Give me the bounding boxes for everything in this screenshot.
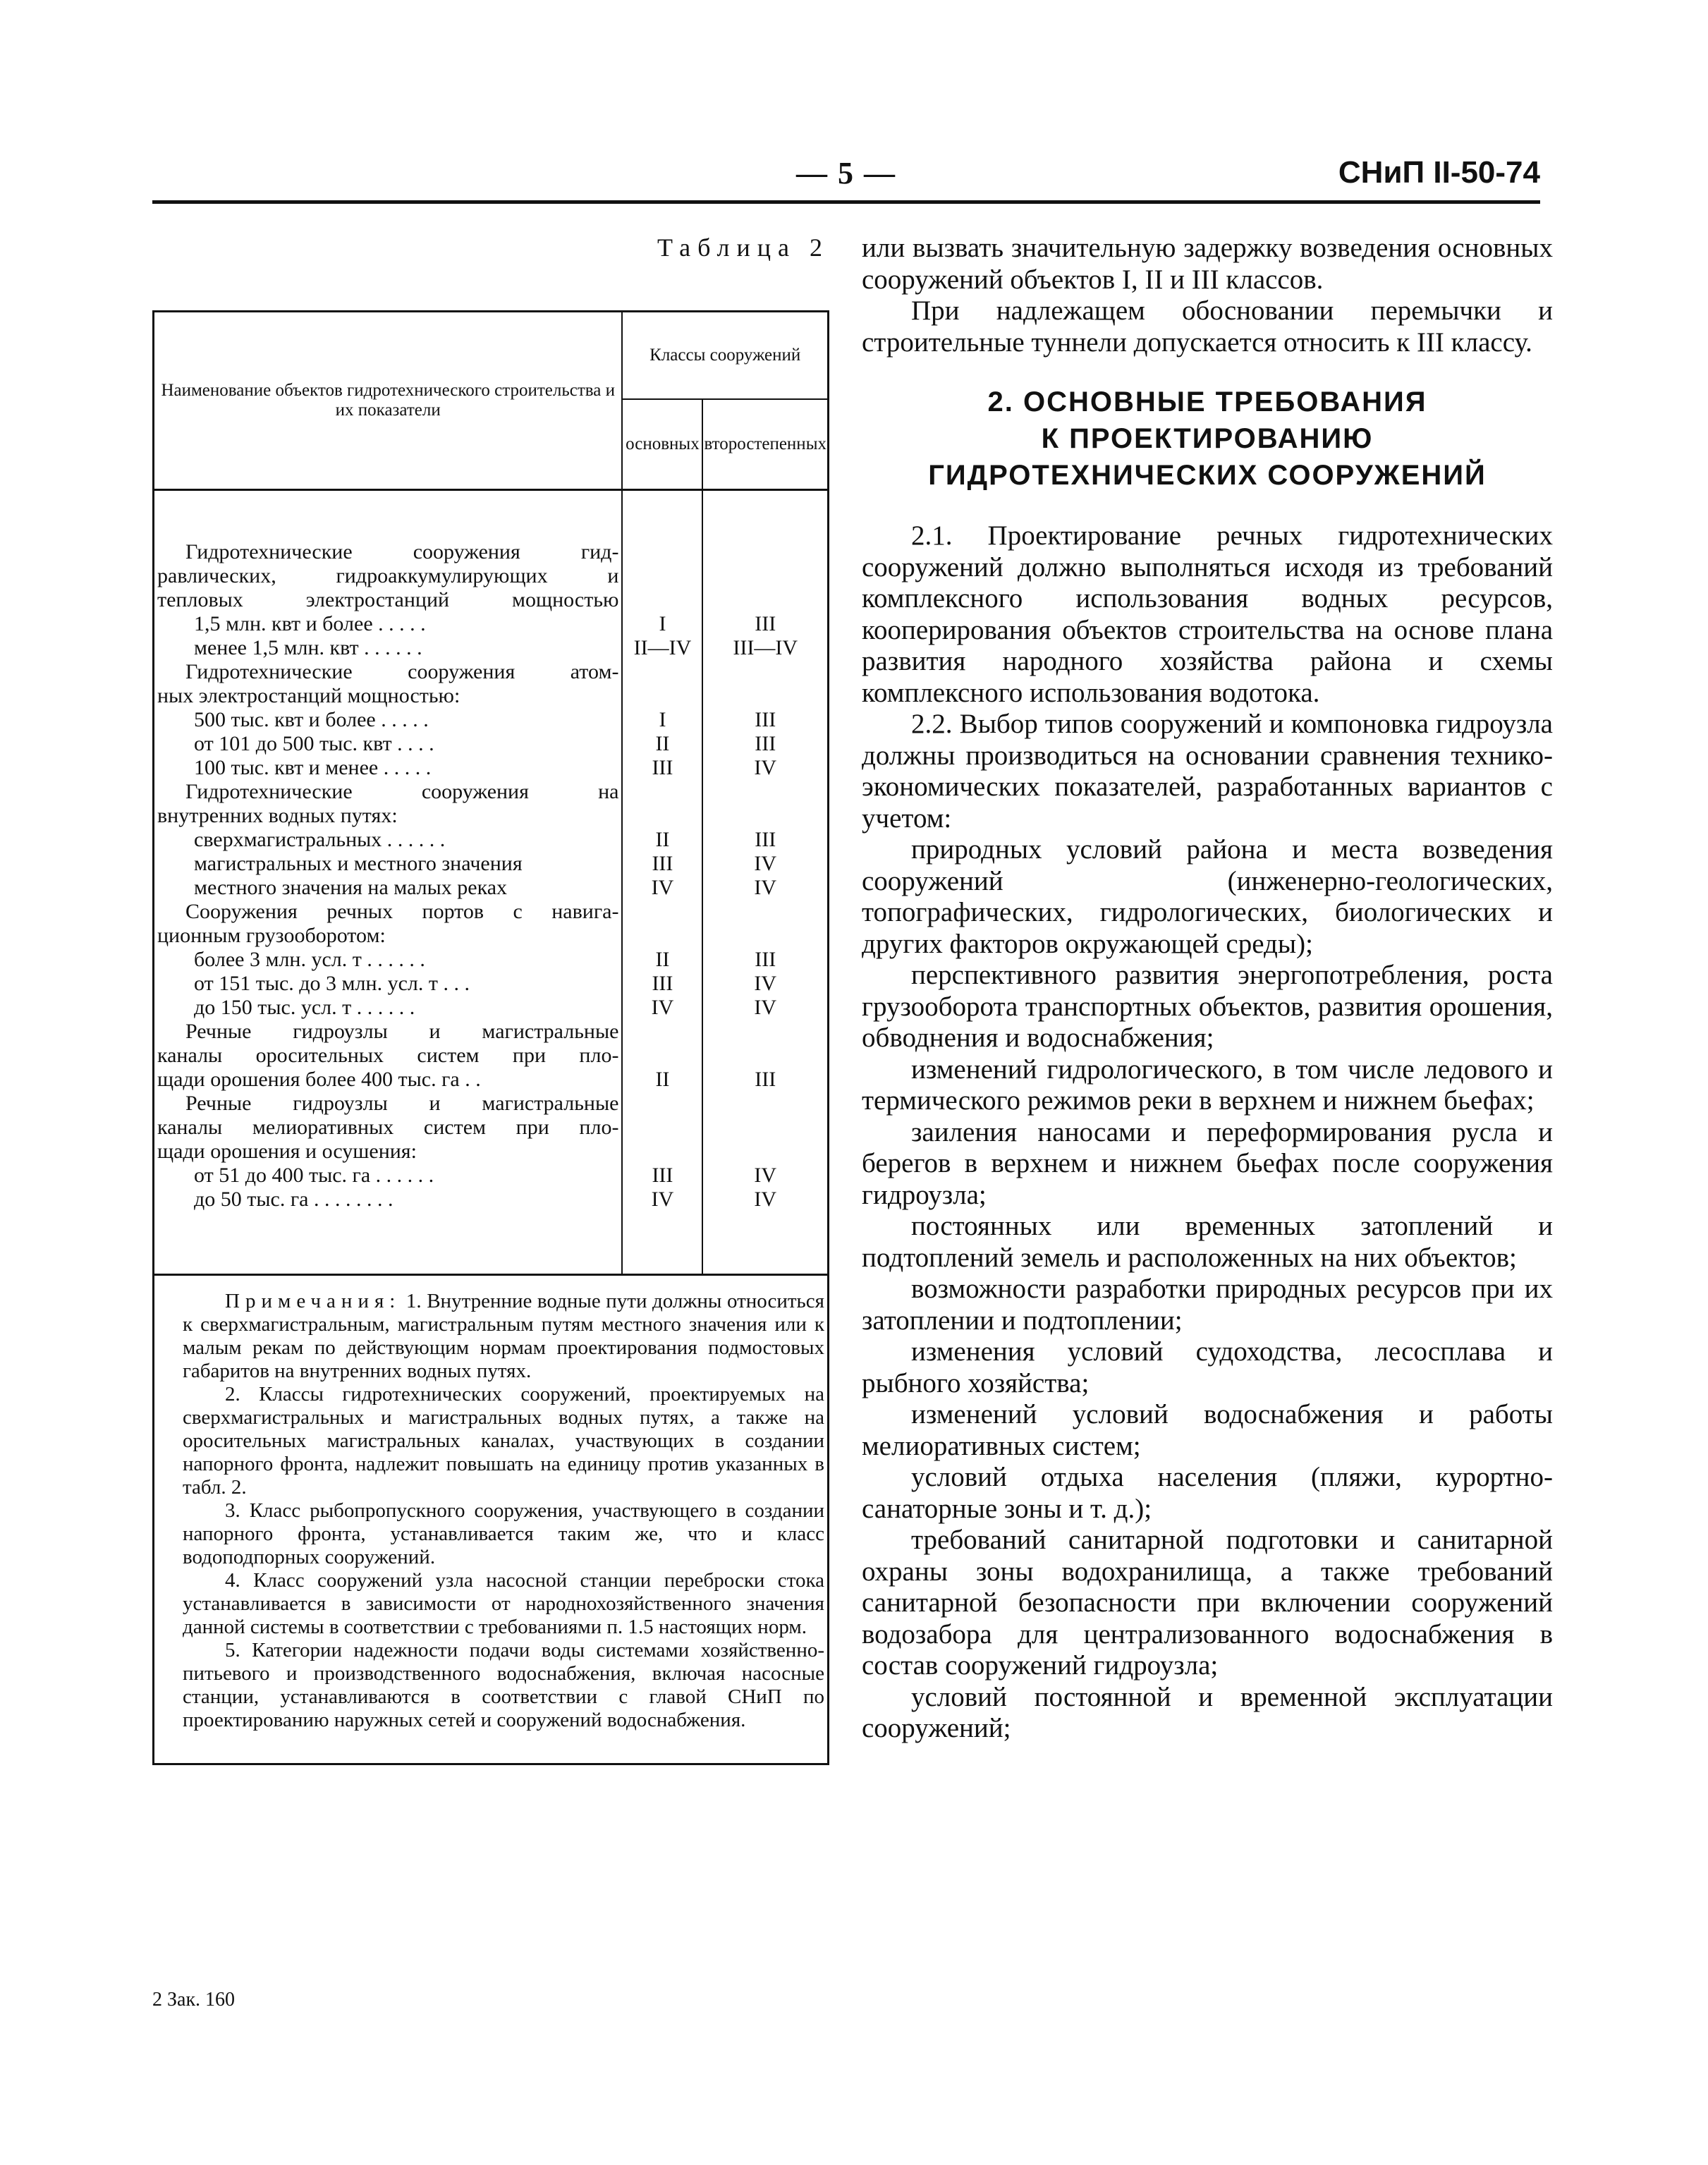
table-row: каналы оросительных систем при пло-	[154, 1044, 829, 1068]
left-column	[152, 233, 829, 1765]
column-header-classes: Классы сооружений	[622, 312, 828, 399]
table-row: Гидротехнические сооружения атом-	[154, 660, 829, 684]
column-header-secondary: второстепенных	[702, 399, 828, 490]
list-item: постоянных или временных затоплений и подтоплений земель и расположенных на них объектов;	[862, 1211, 1553, 1273]
table-notes	[152, 1276, 829, 1732]
table-row: до 150 тыс. усл. т . . . . . . IV IV	[154, 996, 829, 1020]
column-header-main: основных	[622, 399, 702, 490]
continued-paragraph: или вызвать значительную задержку возведения основных сооружений объектов I, II и III классов.	[862, 233, 1553, 295]
page-header	[152, 155, 1540, 197]
table-row: 500 тыс. квт и более . . . . . I III	[154, 708, 829, 732]
table-row: до 50 тыс. га . . . . . . . . IV IV	[154, 1188, 829, 1212]
table-row: щади орошения и осушения:	[154, 1140, 829, 1164]
table-row: магистральных и местного значения III IV	[154, 852, 829, 876]
table-row: от 51 до 400 тыс. га . . . . . . III IV	[154, 1164, 829, 1188]
table-row: внутренних водных путях:	[154, 804, 829, 828]
list-item: природных условий района и места возведения сооружений (инженерно-геологических, топографических, гидрологических, биологических и других факторов окружающей среды);	[862, 834, 1553, 959]
list-item: изменений условий водоснабжения и работы мелиоративных систем;	[862, 1399, 1553, 1461]
table-row: Сооружения речных портов с навига-	[154, 900, 829, 924]
table-row: Речные гидроузлы и магистральные	[154, 1020, 829, 1044]
table-caption: Таблица 2	[657, 233, 829, 262]
column-header-name: Наименование объектов гидротехнического строительства и их показатели	[154, 312, 623, 490]
list-item: изменений гидрологического, в том числе ледового и термического режимов реки в верхнем и нижнем бьефах;	[862, 1054, 1553, 1116]
table-row: щади орошения более 400 тыс. га . . II III	[154, 1068, 829, 1092]
table-row: каналы мелиоративных систем при пло-	[154, 1116, 829, 1140]
note-3: 3. Класс рыбопропускного сооружения, участвующего в создании напорного фронта, устанавливается таким же, что и класс водоподпорных сооружений.	[183, 1499, 824, 1568]
table-row: от 151 тыс. до 3 млн. усл. т . . . III IV	[154, 972, 829, 996]
list-item: возможности разработки природных ресурсов при их затоплении и подтоплении;	[862, 1274, 1553, 1336]
table-row: более 3 млн. усл. т . . . . . . II III	[154, 948, 829, 972]
classification-table	[152, 310, 829, 1276]
note-2: 2. Классы гидротехнических сооружений, проектируемых на сверхмагистральных и магистральных водных путях, а также на оросительных магистральных каналах, участвующих в создании напорного фронта, надлежит повышать на единицу против указанных в табл. 2.	[183, 1383, 824, 1499]
table-row: от 101 до 500 тыс. квт . . . . II III	[154, 732, 829, 756]
clause-2-1: 2.1. Проектирование речных гидротехнических сооружений должно выполняться исходя из требований комплексного использования водных ресурсов, кооперирования объектов строительства на основе плана развития народного хозяйства района и схемы комплексного использования водотока.	[862, 520, 1553, 708]
table-row: равлических, гидроаккумулирующих и	[154, 564, 829, 588]
list-item: условий постоянной и временной эксплуатации сооружений;	[862, 1681, 1553, 1743]
header-rule	[152, 200, 1540, 204]
table-row: менее 1,5 млн. квт . . . . . . II—IV III—IV	[154, 636, 829, 660]
note-4: 4. Класс сооружений узла насосной станции переброски стока устанавливается в зависимости от народнохозяйственного значения данной системы в соответствии с требованиями п. 1.5 настоящих норм.	[183, 1569, 824, 1638]
clause-2-2: 2.2. Выбор типов сооружений и компоновка гидроузла должны производиться на основании сравнения технико-экономических показателей, разработанных вариантов с учетом:	[862, 709, 1553, 834]
list-item: заиления наносами и переформирования русла и берегов в верхнем и нижнем бьефах после сооружения гидроузла;	[862, 1116, 1553, 1210]
list-item: условий отдыха населения (пляжи, курортно-санаторные зоны и т. д.);	[862, 1462, 1553, 1524]
list-item: изменения условий судоходства, лесосплава и рыбного хозяйства;	[862, 1336, 1553, 1398]
page-number: — 5 —	[796, 156, 896, 190]
table-row: 1,5 млн. квт и более . . . . . I III	[154, 612, 829, 636]
right-column	[862, 233, 1553, 1745]
note-5: 5. Категории надежности подачи воды системами хозяйственно-питьевого и производственного водоснабжения, включая насосные станции, устанавливаются в соответствии с главой СНиП по проектированию наружных сетей и сооружений водоснабжения.	[183, 1639, 824, 1731]
table-row: ционным грузооборотом:	[154, 924, 829, 948]
table-row: Речные гидроузлы и магистральные	[154, 1092, 829, 1116]
paragraph: При надлежащем обосновании перемычки и строительные туннели допускается относить к III классу.	[862, 295, 1553, 358]
table-row: тепловых электростанций мощностью	[154, 588, 829, 612]
table-row: Гидротехнические сооружения гид-	[154, 540, 829, 564]
table-row: Гидротехнические сооружения на	[154, 780, 829, 804]
document-code: СНиП II-50-74	[1338, 155, 1540, 190]
notes-label: Примечания:	[225, 1290, 401, 1312]
table-row: сверхмагистральных . . . . . . II III	[154, 828, 829, 852]
section-heading: 2. ОСНОВНЫЕ ТРЕБОВАНИЯ К ПРОЕКТИРОВАНИЮ ГИДРОТЕХНИЧЕСКИХ СООРУЖЕНИЙ	[928, 386, 1487, 491]
table-bottom-border	[152, 1732, 829, 1765]
list-item: требований санитарной подготовки и санитарной охраны зоны водохранилища, а также требований санитарной безопасности при включении сооружений водозабора для централизованного водоснабжения в состав сооружений гидроузла;	[862, 1525, 1553, 1681]
note-1: Примечания: 1. Внутренние водные пути должны относиться к сверхмагистральным, магистральным путям местного значения или к малым рекам по действующим нормам проектирования подмостовых габаритов на внутренних водных путях.	[183, 1290, 824, 1382]
table-row: 100 тыс. квт и менее . . . . . III IV	[154, 756, 829, 780]
table-row: местного значения на малых реках IV IV	[154, 876, 829, 900]
table-row: ных электростанций мощностью:	[154, 684, 829, 708]
list-item: перспективного развития энергопотребления, роста грузооборота транспортных объектов, развития орошения, обводнения и водоснабжения;	[862, 960, 1553, 1053]
print-order-footer: 2 Зак. 160	[152, 1989, 236, 2011]
